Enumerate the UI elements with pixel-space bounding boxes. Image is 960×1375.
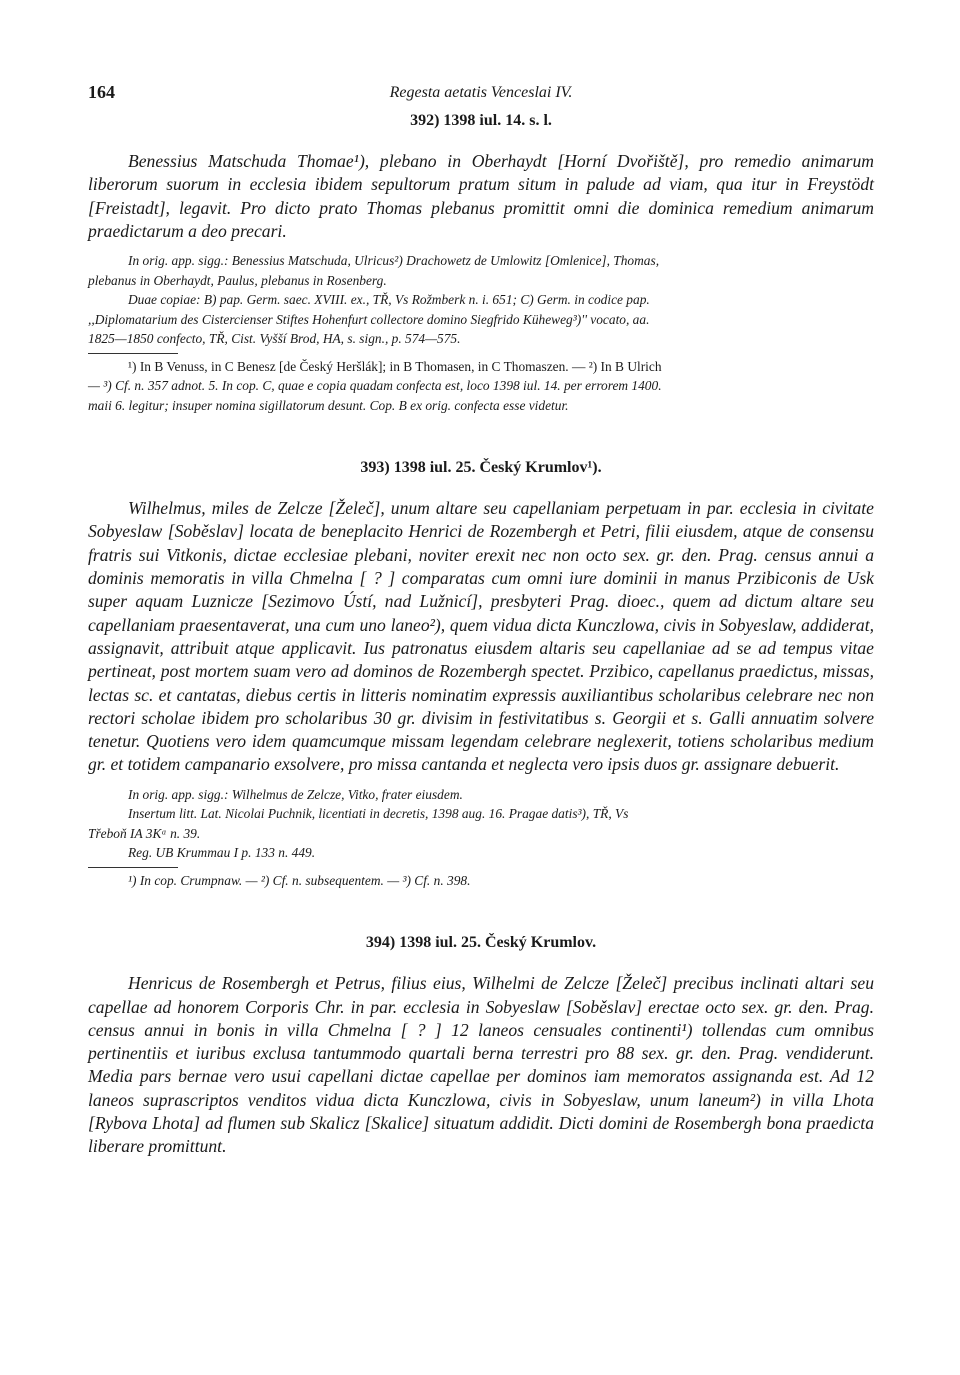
entry-392 [88, 112, 874, 415]
entry-394 [88, 934, 874, 1158]
document-page [88, 82, 874, 1159]
footnotes [88, 871, 874, 891]
footnote-line: ¹) In B Venuss, in C Benesz [de Český Heršlák]; in B Thomasen, in C Thomaszen. — ²) In B Ulrich [128, 358, 662, 374]
entry-heading: 393) 1398 iul. 25. Český Krumlov¹). [360, 459, 602, 477]
footnote-line: ¹) In cop. Crumpnaw. — ²) Cf. n. subsequentem. — ³) Cf. n. 398. [128, 872, 471, 888]
archival-notes [88, 251, 874, 349]
note-line: In orig. app. sigg.: Wilhelmus de Zelcze, Vitko, frater eiusdem. [128, 786, 463, 802]
footnote-rule [88, 353, 178, 354]
footnote-rule [88, 867, 178, 868]
footnote-line: — ³) Cf. n. 357 adnot. 5. In cop. C, quae e copia quadam confecta est, loco 1398 iul. 14. per errorem 1400. [88, 378, 662, 394]
note-line: Reg. UB Krummau I p. 133 n. 449. [128, 845, 316, 861]
regest-text: Henricus de Rosembergh et Petrus, filius eius, Wilhelmi de Zelcze [Želeč] precibus inclinati altari seu capellae ad honorem Corporis Chr. in par. ecclesia in Sobyeslaw [Soběslav] erectae octo sex. gr. den. Prag. census annui in bonis in villa Chmelna [ ? ] 12 laneos censuales continenti¹) tollendas cum omnibus pertinentiis et iuribus exclusa tantummodo quartali berna terrestri pro 88 sex. gr. den. Prag. vendiderunt. Media pars bernae vero usui capellani dictae capellae per dominos iam memoratos assignanda est. Ad 12 laneos suprascriptos venditos vidua dicta Kunczlowa, civis in Sobyeslaw, unum laneum²) in villa Lhota [Rybova Lhota] ad flumen sub Skalicz [Skalice] situatum addidit. Dicti domini de Rosembergh bona praedicta liberare promittunt. [88, 973, 874, 1157]
note-line: In orig. app. sigg.: Benessius Matschuda, Ulricus²) Drachowetz de Umlowitz [Omlenice], Thomas, [128, 253, 660, 269]
note-line: ,,Diplomatarium des Cistercienser Stiftes Hohenfurt collectore domino Siegfrido Küheweg³)'' vocato, aa. [88, 311, 650, 327]
regest-text: Wilhelmus, miles de Zelcze [Želeč], unum altare seu capellaniam perpetuam in par. ecclesia in civitate Sobyeslaw [Soběslav] locata de beneplacito Henrici de Rozembergh et Petri, filii eiusdem, atque de consensu fratris sui Vitkonis, dictae ecclesiae plebani, noviter erexit nec non octo sex. gr. den. Prag. census annui a dominis memoratis in villa Chmelna [ ? ] comparatas cum omni iure dominii in manus Przibiconis de Usk super aquam Luznicze [Sezimovo Ústí, nad Lužnicí], presbyteri Prag. dioec., quem ad dictum altare seu capellaniam praesentaverat, una cum uno laneo²), quem vidua dicta Kunczlowa, civis in Sobyeslaw, addiderat, assignavit, attribuit atque applicavit. Ius patronatus eiusdem altaris seu capellaniae ad se ad tempus vitae pertineat, post mortem suam vero ad dominos de Rozembergh spectet. Przibico, capellanus praedictus, missas, lectas sc. et cantatas, diebus certis in litteris nominatim expressis auxiliantibus scholaribus celebrare nec non rectori scholae ibidem pro scholaribus 30 gr. divisim in festivitatibus s. Georgii et s. Galli annuatim solvere tenetur. Quotiens vero idem quamcumque missam legendam celebrare neglexerit, totiens scholaribus medium gr. et totidem campanario exsolvere, pro missa cantanda et neglecta vero ipsis duos gr. assignare debuerit. [88, 498, 874, 775]
entry-heading: 392) 1398 iul. 14. s. l. [410, 112, 552, 129]
entry-heading: 394) 1398 iul. 25. Český Krumlov. [365, 934, 597, 952]
page-number: 164 [88, 82, 115, 102]
note-line: Duae copiae: B) pap. Germ. saec. XVIII. ex., TŘ, Vs Rožmberk n. i. 651; C) Germ. in codice pap. [128, 292, 650, 308]
note-line: Insertum litt. Lat. Nicolai Puchnik, licentiati in decretis, 1398 aug. 16. Pragae datis³), TŘ, Vs [128, 806, 629, 822]
note-line: Třeboň IA 3Kᵅ n. 39. [88, 825, 201, 841]
running-head [88, 82, 874, 108]
note-line: 1825—1850 confecto, TŘ, Cist. Vyšší Brod, HA, s. sign., p. 574—575. [88, 331, 461, 347]
archival-notes [88, 785, 874, 863]
running-title: Regesta aetatis Venceslai IV. [389, 84, 573, 101]
footnotes [88, 357, 874, 416]
note-line: plebanus in Oberhaydt, Paulus, plebanus in Rosenberg. [88, 272, 387, 288]
regest-text: Benessius Matschuda Thomae¹), plebano in Oberhaydt [Horní Dvořiště], pro remedio animarum liberorum suorum in ecclesia ibidem sepultorum pratum situm in palude ad viam, qua itur in Freystödt [Freistadt], legavit. Pro dicto prato Thomas plebanus promittit omni die dominica remedium animarum praedictarum a deo precari. [88, 151, 874, 241]
footnote-line: maii 6. legitur; insuper nomina sigillatorum desunt. Cop. B ex orig. confecta esse videtur. [88, 397, 569, 413]
entry-393 [88, 459, 874, 890]
